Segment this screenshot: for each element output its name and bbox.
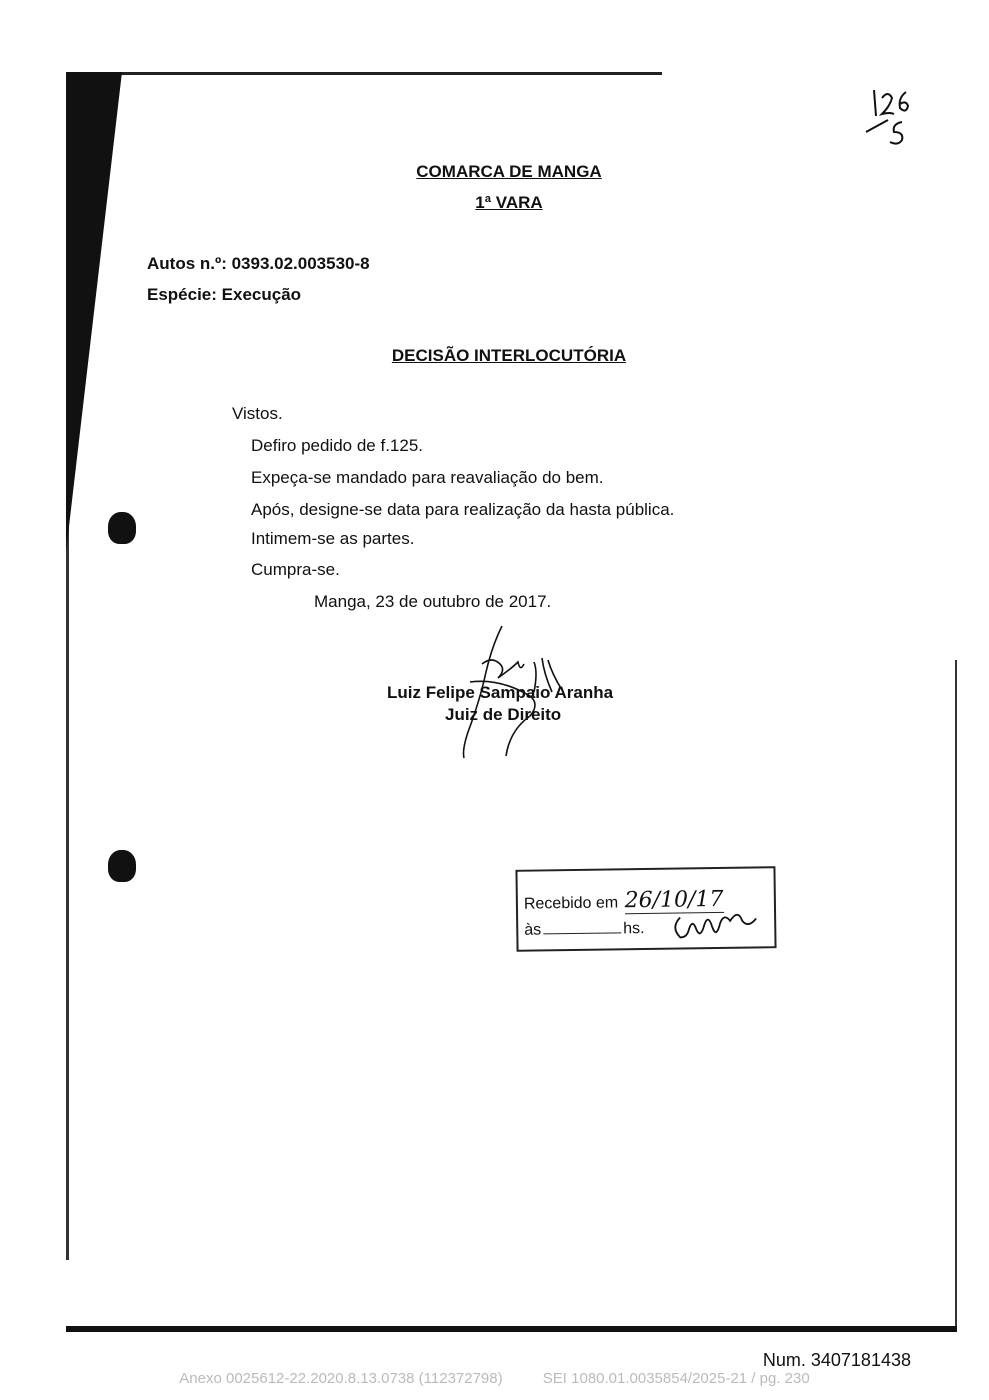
document-number: Num. 3407181438 xyxy=(762,1350,911,1370)
document-title: DECISÃO INTERLOCUTÓRIA xyxy=(391,346,627,365)
folio-handwritten-mark xyxy=(862,84,922,154)
received-date: 26/10/17 xyxy=(624,886,724,914)
court-division: 1ª VARA xyxy=(475,193,543,212)
case-number: Autos n.º: 0393.02.003530-8 xyxy=(147,254,370,273)
time-blank xyxy=(543,932,621,934)
body-line: Vistos. xyxy=(232,404,283,423)
receipt-initials-signature xyxy=(668,906,768,941)
footer-reference xyxy=(0,1370,989,1387)
scan-border-right xyxy=(955,660,957,1332)
punch-hole-lower xyxy=(108,850,136,882)
signer-title: Juiz de Direito xyxy=(445,705,562,724)
punch-hole-upper xyxy=(108,512,136,544)
body-line: Expeça-se mandado para reavaliação do bem. xyxy=(251,468,604,487)
place-date: Manga, 23 de outubro de 2017. xyxy=(314,592,552,611)
scan-border-bottom xyxy=(66,1326,957,1332)
body-line: Após, designe-se data para realização da hasta pública. xyxy=(251,500,675,519)
received-label: Recebido em xyxy=(523,894,619,913)
scan-border-top xyxy=(66,72,662,75)
case-type: Espécie: Execução xyxy=(147,285,302,304)
body-line: Intimem-se as partes. xyxy=(251,529,415,548)
scan-shadow-wedge xyxy=(66,72,122,552)
footer-annex: Anexo 0025612-22.2020.8.13.0738 (112372798) xyxy=(179,1370,503,1387)
receipt-stamp xyxy=(515,866,776,952)
time-suffix: hs. xyxy=(623,920,645,938)
handwritten-signature xyxy=(430,622,580,762)
body-line: Cumpra-se. xyxy=(251,560,340,579)
body-line: Defiro pedido de f.125. xyxy=(251,436,424,455)
court-name: COMARCA DE MANGA xyxy=(416,162,602,181)
receipt-time-row xyxy=(524,920,644,940)
footer-sei: SEI 1080.01.0035854/2025-21 / pg. 230 xyxy=(542,1370,810,1387)
signer-name: Luiz Felipe Sampaio Aranha xyxy=(387,683,614,702)
time-prefix: às xyxy=(524,921,542,939)
